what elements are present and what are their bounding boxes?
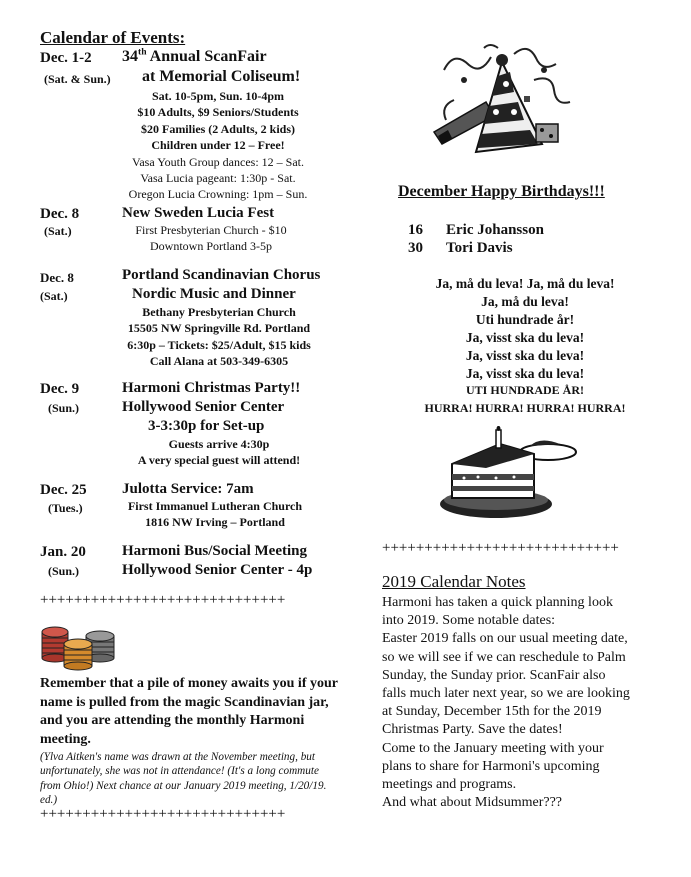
event-detail-line: Sat. 10-5pm, Sun. 10-4pm	[151, 89, 285, 103]
event-days: (Sat. & Sun.)	[44, 72, 111, 86]
event-subtitle-setup: 3-3:30p for Set-up	[148, 418, 265, 434]
event-detail-line: First Immanuel Lutheran Church	[127, 499, 303, 513]
notes-line: And what about Midsummer???	[382, 795, 563, 811]
event-days: (Sat.)	[40, 289, 68, 303]
event-title	[122, 48, 267, 66]
notes-line: meetings and programs.	[382, 777, 517, 793]
song-line: Ja, må du leva!	[481, 293, 569, 309]
calendar-notes-body	[382, 594, 630, 812]
event-title: New Sweden Lucia Fest	[122, 205, 275, 221]
event-detail-line: A very special guest will attend!	[137, 453, 301, 468]
event-title: Harmoni Christmas Party!!	[122, 380, 301, 396]
event-detail-line: Vasa Youth Group dances: 12 – Sat.	[132, 154, 304, 169]
event-days: (Tues.)	[48, 501, 83, 515]
birthday-song	[400, 275, 650, 418]
event-date: Dec. 9	[40, 381, 80, 397]
notes-line: into 2019. Some notable dates:	[382, 613, 556, 629]
notes-line: so we will see if we can reschedule to Palm	[382, 649, 626, 665]
event-title: Julotta Service: 7am	[122, 481, 254, 497]
song-line: HURRA! HURRA! HURRA! HURRA!	[424, 401, 626, 416]
event-title-superscript: th	[138, 46, 147, 58]
left-divider-top: +++++++++++++++++++++++++++++	[40, 592, 286, 608]
event-days: (Sat.)	[44, 224, 72, 238]
event-detail-line: 15505 NW Springville Rd. Portland	[127, 321, 311, 336]
notes-line: at Sunday, December 15th for the 2019	[382, 704, 602, 720]
notes-line: Sunday, the Sunday prior. ScanFair also	[382, 667, 606, 683]
birthday-name: Tori Davis	[446, 240, 513, 256]
event-days: (Sun.)	[48, 564, 80, 578]
event-subtitle: Nordic Music and Dinner	[132, 286, 296, 302]
event-subtitle: Hollywood Senior Center - 4p	[122, 562, 313, 578]
event-title-number: 34	[122, 48, 138, 65]
notes-line: falls much later next year, so we are looking	[382, 686, 630, 702]
event-date: Dec. 1-2	[40, 50, 92, 66]
event-date: Dec. 25	[40, 482, 87, 498]
money-jar-text: Remember that a pile of money awaits you if your name is pulled from the magic Scandinavian jar, and you are attending the monthly Harmoni meeting.	[40, 676, 338, 747]
event-title: Portland Scandinavian Chorus	[122, 267, 321, 283]
event-subtitle: at Memorial Coliseum!	[142, 68, 301, 85]
event-detail-line: Bethany Presbyterian Church	[142, 305, 296, 319]
event-detail-line: Oregon Lucia Crowning: 1pm – Sun.	[128, 187, 308, 202]
event-days: (Sun.)	[48, 401, 80, 415]
event-date: Jan. 20	[40, 544, 86, 560]
event-date: Dec. 8	[40, 206, 80, 222]
song-line: Ja, visst ska du leva!	[465, 329, 585, 345]
event-details	[96, 304, 342, 370]
notes-line: Harmoni has taken a quick planning look	[382, 595, 613, 610]
birthday-name: Eric Johansson	[446, 222, 544, 238]
song-line: Ja, må du leva! Ja, må du leva!	[435, 276, 615, 291]
event-title: Harmoni Bus/Social Meeting	[122, 543, 307, 559]
event-details	[88, 88, 348, 203]
event-subtitle: Hollywood Senior Center	[122, 399, 285, 415]
event-detail-line: $10 Adults, $9 Seniors/Students	[137, 105, 299, 120]
birthday-day: 30	[408, 240, 423, 256]
song-line: Uti hundrade år!	[475, 311, 575, 327]
coin-stack-icon	[38, 620, 120, 672]
event-detail-line: 1816 NW Irving – Portland	[145, 515, 285, 530]
event-details	[100, 498, 330, 531]
birthday-cake-icon	[438, 426, 578, 522]
song-line: Ja, visst ska du leva!	[465, 347, 585, 363]
left-divider-bottom: +++++++++++++++++++++++++++++	[40, 806, 286, 822]
event-detail-line: 6:30p – Tickets: $25/Adult, $15 kids	[127, 337, 311, 352]
notes-line: Come to the January meeting with your	[382, 740, 604, 756]
calendar-heading: Calendar of Events:	[40, 28, 186, 47]
notes-line: plans to share for Harmoni's upcoming	[382, 758, 600, 774]
event-title-rest: Annual ScanFair	[146, 48, 267, 65]
song-line: UTI HUNDRADE ÅR!	[465, 383, 584, 398]
birthdays-title: December Happy Birthdays!!!	[398, 183, 605, 200]
event-detail-line: Call Alana at 503-349-6305	[149, 354, 289, 369]
party-hat-icon	[424, 40, 574, 170]
event-date: Dec. 8	[40, 270, 74, 285]
calendar-notes-title: 2019 Calendar Notes	[382, 572, 526, 591]
notes-line: Easter 2019 falls on our usual meeting date,	[382, 631, 628, 647]
money-jar-note: (Ylva Aitken's name was drawn at the November meeting, but unfortunately, she was not in attendance! (It's a long commute from Ohio!) Next chance at our January 2019 meeting, 1/20/19. ed.)	[40, 751, 327, 807]
birthday-day: 16	[408, 222, 423, 238]
event-detail-line: Downtown Portland 3-5p	[150, 239, 272, 254]
event-detail-line: Guests arrive 4:30p	[168, 437, 270, 451]
event-details	[100, 222, 322, 255]
event-detail-line: First Presbyterian Church - $10	[135, 223, 287, 237]
right-divider: ++++++++++++++++++++++++++++	[382, 540, 619, 556]
song-line: Ja, visst ska du leva!	[465, 365, 585, 381]
event-detail-line: Children under 12 – Free!	[151, 138, 285, 153]
notes-line: Christmas Party. Save the dates!	[382, 722, 563, 738]
event-details	[106, 436, 332, 469]
event-detail-line: $20 Families (2 Adults, 2 kids)	[140, 121, 296, 136]
event-detail-line: Vasa Lucia pageant: 1:30p - Sat.	[140, 171, 296, 186]
